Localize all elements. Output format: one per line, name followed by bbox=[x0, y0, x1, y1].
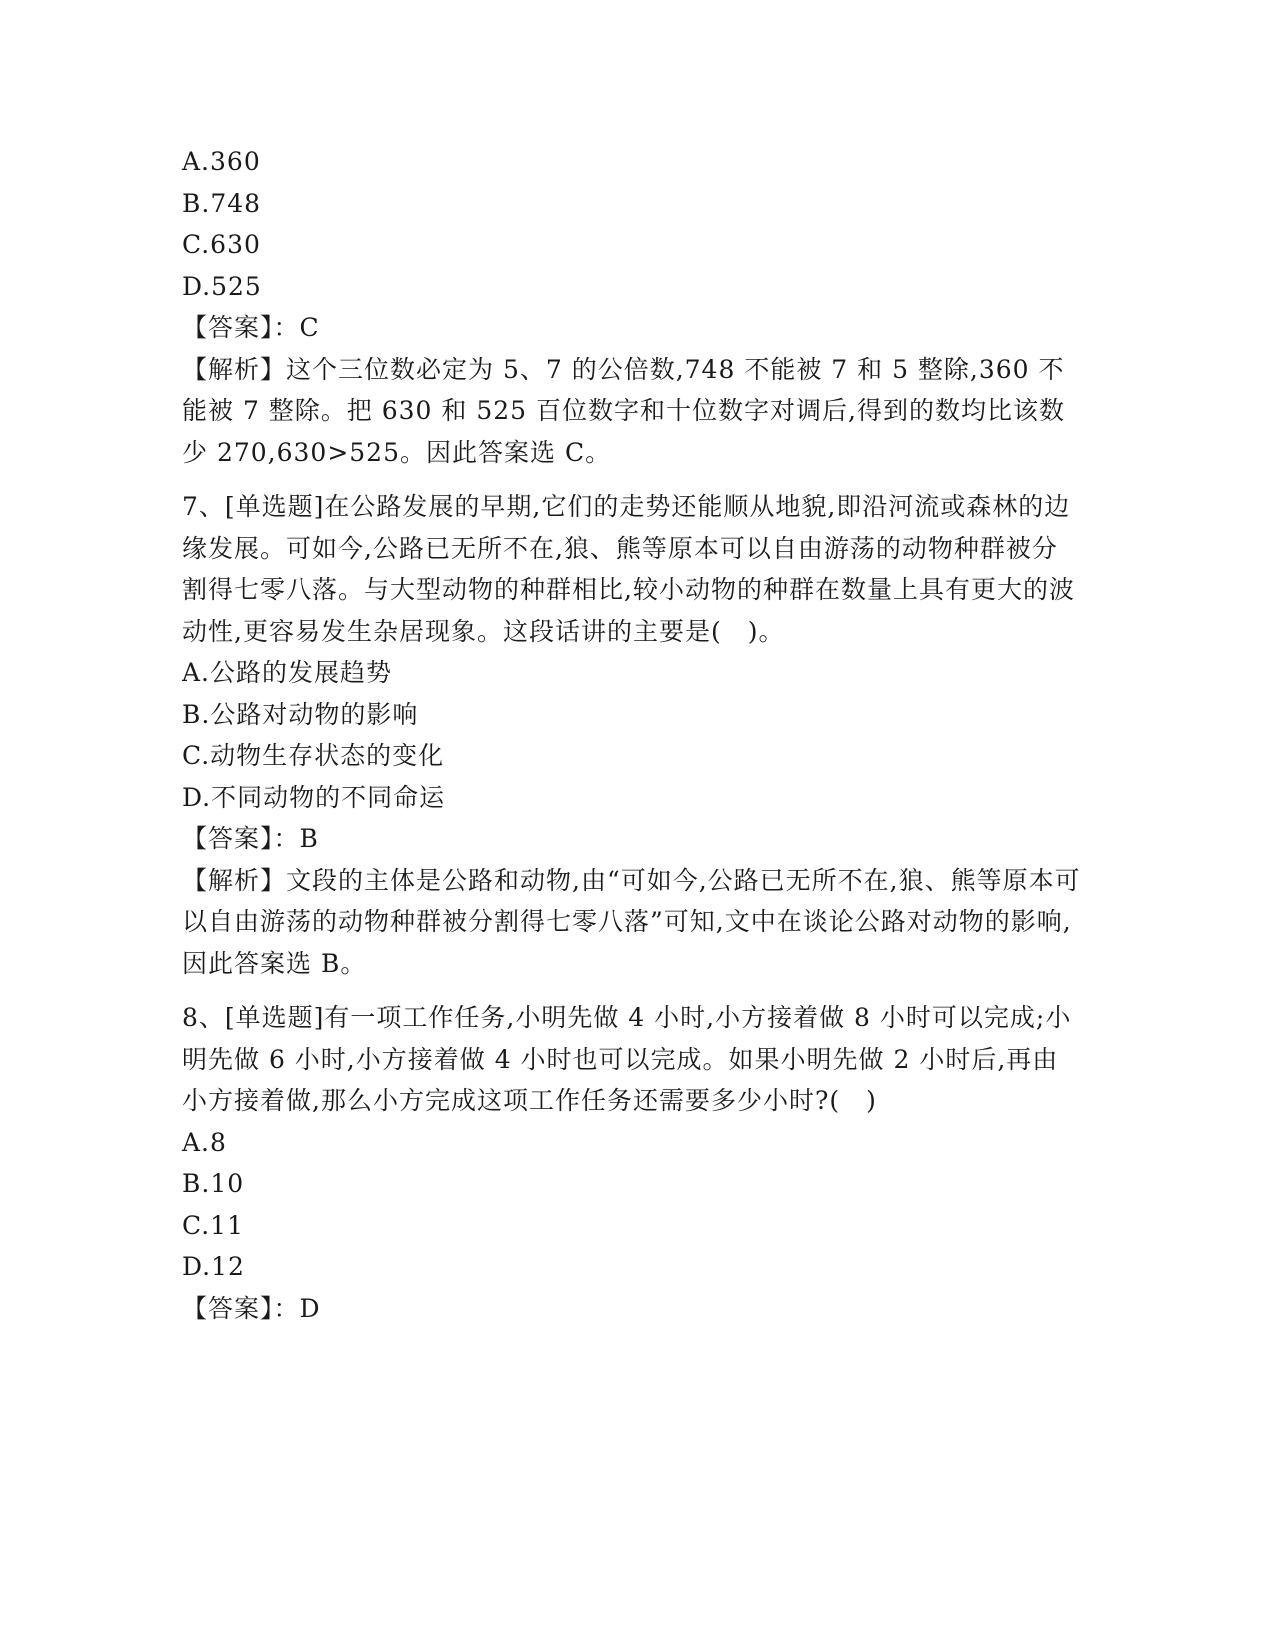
question-7-block bbox=[182, 486, 1082, 984]
option-b: B.公路对动物的影响 bbox=[182, 699, 419, 729]
answer-line: 【答案】：D bbox=[182, 1293, 321, 1323]
option-b: B.748 bbox=[182, 188, 262, 218]
option-c: C.11 bbox=[182, 1210, 244, 1240]
question-8-block bbox=[182, 997, 1082, 1329]
option-d: D.525 bbox=[182, 271, 262, 301]
question-6-block bbox=[182, 141, 1082, 473]
option-d: D.不同动物的不同命运 bbox=[182, 782, 446, 812]
question-stem: 7、[单选题]在公路发展的早期,它们的走势还能顺从地貌,即沿河流或森林的边缘发展。可如今,公路已无所不在,狼、熊等原本可以自由游荡的动物种群被分割得七零八落。与大型动物的种群相比,较小动物的种群在数量上具有更大的波动性,更容易发生杂居现象。这段话讲的主要是( )。 bbox=[182, 492, 1075, 646]
spacer bbox=[182, 984, 1082, 997]
option-b: B.10 bbox=[182, 1169, 245, 1198]
answer-line: 【答案】：B bbox=[182, 824, 319, 853]
option-d: D.12 bbox=[182, 1252, 245, 1281]
option-c: C.动物生存状态的变化 bbox=[182, 741, 445, 770]
question-stem: 8、[单选题]有一项工作任务,小明先做 4 小时,小方接着做 8 小时可以完成;小明先做 6 小时,小方接着做 4 小时也可以完成。如果小明先做 2 小时后,再由小方接着做,那么小方完成这项工作任务还需要多少小时?( ) bbox=[182, 1003, 1072, 1115]
option-a: A.公路的发展趋势 bbox=[182, 658, 393, 687]
spacer bbox=[182, 473, 1082, 486]
option-a: A.8 bbox=[182, 1127, 227, 1157]
option-a: A.360 bbox=[182, 147, 261, 176]
document-content bbox=[182, 141, 1082, 1329]
answer-line: 【答案】：C bbox=[182, 313, 320, 342]
analysis-paragraph: 【解析】这个三位数必定为 5、7 的公倍数,748 不能被 7 和 5 整除,360 不能被 7 整除。把 630 和 525 百位数字和十位数字对调后,得到的数均比该数少 270,630>525。因此答案选 C。 bbox=[182, 354, 1065, 467]
option-c: C.630 bbox=[182, 230, 261, 259]
analysis-paragraph: 【解析】文段的主体是公路和动物,由“可如今,公路已无所不在,狼、熊等原本可以自由游荡的动物种群被分割得七零八落”可知,文中在谈论公路对动物的影响,因此答案选 B。 bbox=[182, 865, 1081, 978]
